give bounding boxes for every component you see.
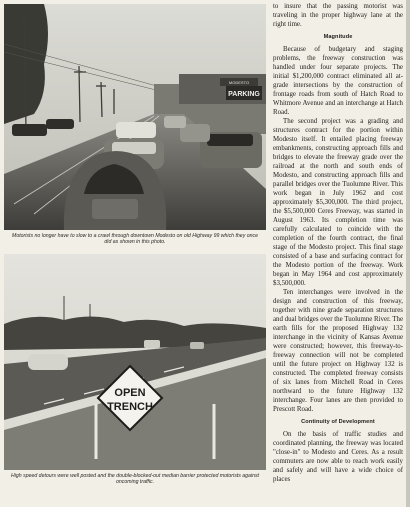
photo-2-caption: High speed detours were well posted and the double-blocked-out median barrier protected motorists against oncoming traffic. — [11, 473, 259, 486]
paragraph: Ten interchanges were involved in the design and construction of this freeway, together with nine grade separation structures and dual bridges over the Tuolumne River. The earth fills for the proposed Highway 132 interchange in the vicinity of Kansas Avenue were constructed; however, this freeway-to-freeway connection will not be completed until the future project on Highway 132 is constructed. The completed freeway consists of six lanes from Mitchell Road in Ceres northward to the future Highway 132 interchange. Four lanes are then provided to Prescott Road. — [273, 289, 404, 413]
downtown-street-image — [4, 4, 266, 230]
photo-column — [4, 4, 266, 492]
paragraph: On the basis of traffic studies and coordinated planning, the freeway was located "close-in" to Modesto and Ceres. As a result commuters are now able to reach work easily and safely and will have a wide choice of places — [273, 431, 403, 483]
section-heading-magnitude: Magnitude — [323, 34, 353, 40]
modesto-sign-text: MODESTO — [228, 80, 250, 85]
article-column — [273, 2, 403, 484]
sign-line-trench: TRENCH — [107, 401, 153, 413]
open-trench-image — [4, 254, 266, 470]
parking-sign-text: PARKING — [228, 90, 260, 98]
lead-paragraph: to insure that the passing motorist was traveling in the proper highway lane at the right time. — [273, 3, 403, 28]
section-heading-continuity: Continuity of Development — [301, 419, 375, 425]
photo-open-trench — [4, 254, 266, 492]
parking-sign — [220, 78, 262, 100]
page-edge — [406, 0, 410, 507]
sign-line-open: OPEN — [114, 387, 146, 399]
photo-1-caption: Motorists no longer have to slow to a crawl through downtown Modesto on old Highway 99 which they once did as shown in this photo. — [12, 233, 258, 246]
paragraph: The second project was a grading and structures contract for the portion within Modesto itself. It entailed placing freeway embankments, constructing approach fills and bridges to elevate the freeway grade over the railroad at the north and south ends of Modesto, and constructing approach fills and parallel bridges over the Tuolumne River. This work began in July 1962 and cost approximately $5,300,000. The third project, the $5,500,000 Ceres Freeway, was started in August 1963. Its completion time was carefully calculated to coincide with the completion of the fourth contract, the final stage of the Modesto project. This final stage consisted of a base and surfacing contract for the Modesto portion of the freeway. Work began in May 1964 and cost approximately $3,500,000. — [273, 118, 403, 287]
photo-downtown-modesto — [4, 4, 266, 246]
paragraph: Because of budgetary and staging problems, the freeway construction was handled under four separate projects. The initial $1,200,000 contract eliminated all at-grade intersections by the construction of frontage roads from south of Hatch Road to Whitmore Avenue and an interchange at Hatch Road. — [273, 46, 403, 116]
